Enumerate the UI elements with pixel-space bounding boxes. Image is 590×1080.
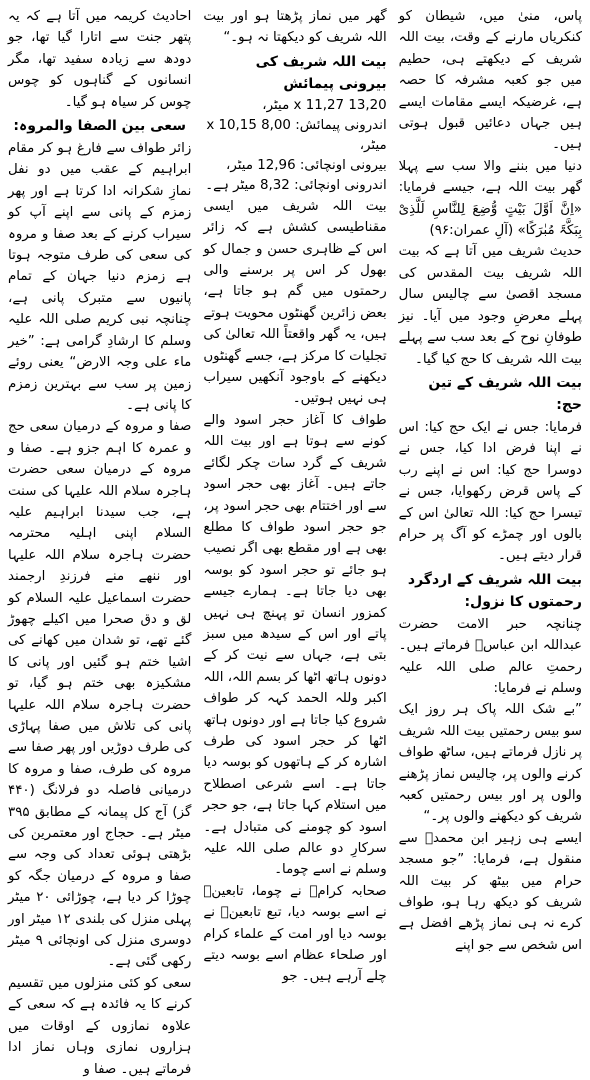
paragraph: صحابہ کرامؓ نے چوما، تابعینؒ نے اسے بوسہ دیا، تبع تابعینؒ نے بوسہ دیا اور امت کے علماء کرام اور صلحاء عظام اسے بوسہ دیتے چلے آرہے ہیں۔ جو xyxy=(203,883,387,985)
paragraph: بیت اللہ شریف میں ایسی مقناطیسی کشش ہے کہ زائر اس کے ظاہری حسن و جمال کو بھول کر اس پر برسنے والی رحمتوں میں گم ہو جاتا ہے، بعض زائرین گھنٹوں محویت ہوتے ہیں، یہ گھر واقعتاً اللہ تعالیٰ کی تجلیات کا مرکز ہے، جسے گھنٹوں دیکھنے کے باوجود آنکھیں سیراب ہی نہیں ہوتیں۔ xyxy=(203,198,387,407)
paragraph: ایسے ہی زہیر ابن محمدؒ سے منقول ہے، فرمایا: ”جو مسجد حرام میں بیٹھ کر بیت اللہ شریف کو دیکھ رہا ہو، طواف کرے نہ ہی نماز پڑھے افضل ہے اس شخص سے جو اپنے xyxy=(398,830,582,953)
section-heading: بیت اللہ شریف کے اردگرد رحمتوں کا نزول: xyxy=(407,571,582,610)
measurement-line: 13,20 x 11,27 میٹر، xyxy=(262,97,387,113)
paragraph: فرمایا: جس نے ایک حج کیا: اس نے اپنا فرض ادا کیا، جس نے دوسرا حج کیا: اس نے اپنے رب کے پاس قرض رکھوایا، جس نے تیسرا حج کیا: اللہ تعالیٰ اس کے بالوں اور چمڑے کو آگ پر حرام قرار دیتے ہیں۔ xyxy=(398,419,582,564)
paragraph: طواف کا آغاز حجر اسود والے کونے سے ہوتا ہے اور بیت اللہ شریف کے گرد سات چکر لگائے جاتے ہیں۔ آغاز بھی حجر اسود سے اور اختتام بھی حجر اسود پر، جو حجر اسود طواف کا مطلع بھی ہے اور مقطع بھی اگر نصیب ہو جائے تو حجر اسود کو بوسہ بھی دیا جاتا ہے۔ ہمارے جیسے کمزور انسان تو پہنچ ہی نہیں پاتے اور اس کے سیدھ میں سبز بتی ہے، جہاں سے نیت کر کے دونوں ہاتھ اٹھا کر بسم اللہ، اللہ اکبر وللہ الحمد کہہ کر طواف شروع کیا جاتا ہے اور دونوں ہاتھ اٹھا کر حجر اسود کی طرف اشارہ کر کے ہاتھوں کو بوسہ دیا جاتا ہے۔ اسے شرعی اصطلاح میں استلام کہا جاتا ہے، جو حجر اسود کو چومنے کی متبادل ہے۔ سرکارِ دو عالم صلی اللہ علیہ وسلم نے اسے چوما۔ xyxy=(203,412,387,878)
column-left xyxy=(8,6,192,1077)
measurement-line: اندرونی پیمائش: 8,00 x 10,15 میٹر، xyxy=(206,117,387,153)
paragraph: حدیث شریف میں آتا ہے کہ بیت اللہ شریف بیت المقدس کی مسجد اقصیٰ سے چالیس سال پہلے معرضِ وجود میں آیا۔ نیز طوفانِ نوح کے بعد سب سے پہلے بیت اللہ شریف کا حج کیا گیا۔ xyxy=(398,244,582,367)
paragraph: احادیث کریمہ میں آتا ہے کہ یہ پتھر جنت سے اتارا گیا تھا، جو دودھ سے زیادہ سفید تھا، مگر انسانوں کے گناہوں کو چوس چوس کر سیاہ ہو گیا۔ xyxy=(8,9,192,110)
paragraph: ”بے شک اللہ پاک ہر روز ایک سو بیس رحمتیں بیت اللہ شریف پر نازل فرماتے ہیں، ساٹھ طواف کرنے والوں پر، چالیس نماز پڑھنے والوں پر اور بیس رحمتیں کعبہ شریف کو دیکھنے والوں پر۔“ xyxy=(398,702,582,825)
column-right xyxy=(398,6,582,953)
measurement-line: بیرونی اونچائی: 12,96 میٹر، xyxy=(226,157,387,173)
paragraph: سعی کو کئی منزلوں میں تقسیم کرنے کا یہ فائدہ ہے کہ سعی کے علاوہ نمازوں کے اوقات میں ہزاروں نمازی وہاں نماز ادا فرماتے ہیں۔ صفا و xyxy=(8,975,192,1077)
paragraph: زائر طواف سے فارغ ہو کر مقام ابراہیم کے عقب میں دو نفل نمازِ شکرانہ ادا کرتا ہے اور پھر زمزم کے پانی سے اپنے آپ کو سیراب کرنے کے بعد صفا و مروہ کی سعی کی طرف متوجہ ہوتا ہے زمزم دنیا جہان کے تمام پانیوں سے متبرک پانی ہے، چنانچہ نبی کریم صلی اللہ علیہ وسلم کا ارشادِ گرامی ہے: ”خیر ماء علی وجہ الارض“ یعنی روئے زمین پر سب سے بہترین زمزم کا پانی ہے۔ xyxy=(8,141,192,413)
section-heading: بیت اللہ شریف کی بیرونی پیمائش xyxy=(255,53,387,92)
paragraph: دنیا میں بننے والا سب سے پہلا گھر بیت اللہ ہے، جیسے فرمایا: «اِنَّ اَوَّلَ بَیْتٍ وُّضِعَ لِلنَّاسِ لَلَّذِیْ بِبَکَّۃَ مُبٰرَکًا» (آلِ عمران:۹۶) xyxy=(398,158,582,239)
column-middle xyxy=(203,6,387,985)
measurement-line: اندرونی اونچائی: 8,32 میٹر ہے۔ xyxy=(205,177,387,193)
paragraph: صفا و مروہ کے درمیان سعی حج و عمرہ کا اہم جزو ہے۔ صفا و مروہ کے درمیان سعی حضرت ہاجرہ سلام اللہ علیہا کی سنت ہے، جب سیدنا ابراہیم علیہ السلام اپنی اہلیہ محترمہ حضرت ہاجرہ سلام اللہ علیہا اور ننھے منے فرزندِ ارجمند حضرت اسماعیل علیہ السلام کو لق و دق صحرا میں اکیلے چھوڑ گئے تھے، تو شدان میں کھانے کی اشیا ختم ہو گئیں اور پانی کا مشکیزہ بھی ختم ہو گیا، تو حضرت ہاجرہ سلام اللہ علیہا پانی کی تلاش میں صفا پہاڑی کی طرف دوڑیں اور پھر صفا سے مروہ کی طرف، صفا و مروہ کا درمیانی فاصلہ دو فرلانگ (۴۴۰ گز) آج کل پیمانہ کے مطابق ۳۹۵ میٹر ہے۔ حجاج اور معتمرین کی بڑھتی ہوئی تعداد کی وجہ سے صفا و مروہ کے درمیان جگہ کو چوڑا کر دیا ہے، چوڑائی ۲۰ میٹر پہلی منزل کی بلندی ۱۲ میٹر اور دوسری منزل کی اونچائی ۹ میٹر رکھی گئی ہے۔ xyxy=(8,419,192,970)
section-heading: سعی بین الصفا والمروہ: xyxy=(13,118,186,135)
section-heading: بیت اللہ شریف کے تین حج: xyxy=(428,374,582,413)
paragraph: چنانچہ حبر الامت حضرت عبداللہ ابن عباسؓ فرماتے ہیں۔ رحمتِ عالم صلی اللہ علیہ وسلم نے فرمایا: xyxy=(398,616,582,696)
paragraph: گھر میں نماز پڑھتا ہو اور بیت اللہ شریف کو دیکھتا نہ ہو۔“ xyxy=(203,9,387,46)
paragraph: پاس، منیٰ میں، شیطان کو کنکریاں مارنے کے وقت، بیت اللہ شریف کے دیکھتے ہی، حطیم میں جو کعبہ مشرفہ کا حصہ ہے، غرضیکہ ایسے مقامات ایسے ہیں جہاں دعائیں قبول ہوتی ہیں۔ xyxy=(398,9,582,153)
